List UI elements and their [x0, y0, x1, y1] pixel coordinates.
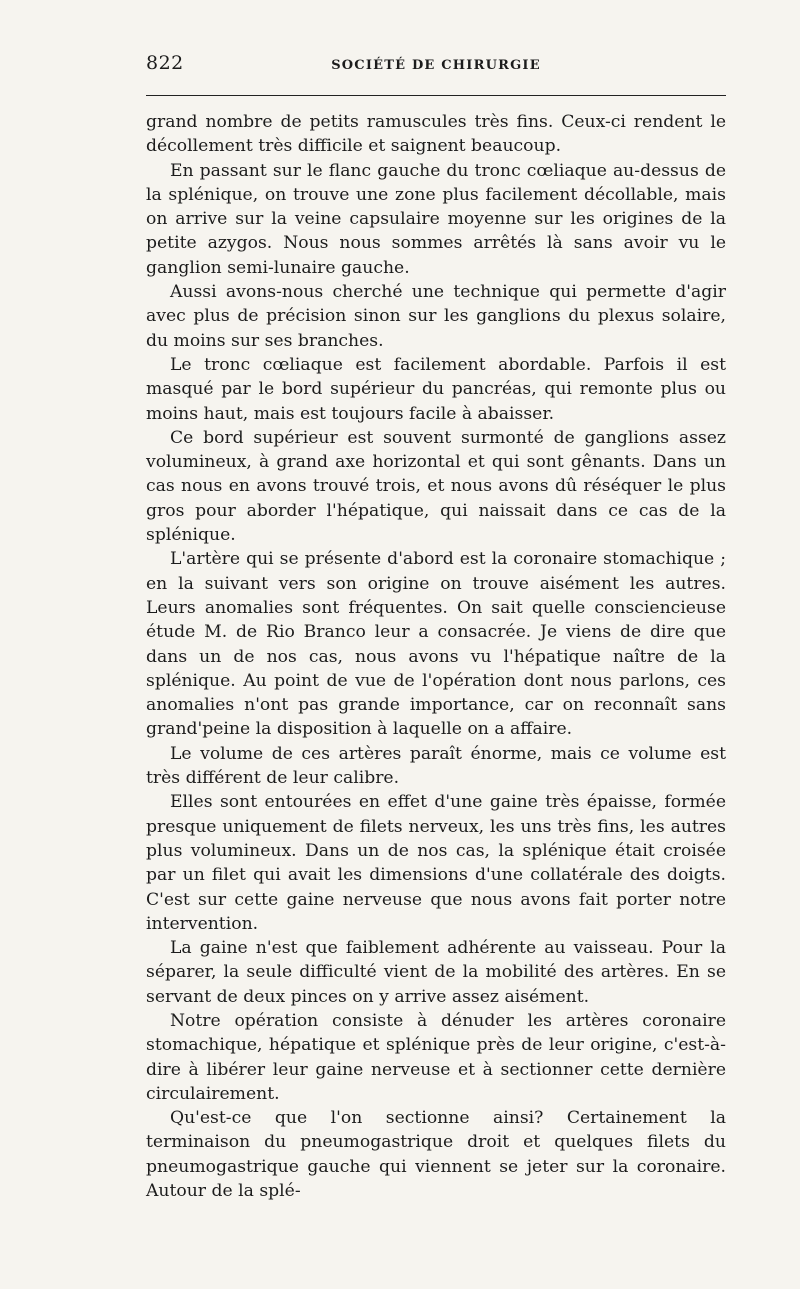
paragraph: Qu'est-ce que l'on sectionne ainsi? Certainement la terminaison du pneumogastrique droit et quelques filets du pneumogastrique gauche qui viennent se jeter sur la coronaire. Autour de la splé- — [146, 1108, 726, 1202]
paragraph: Aussi avons-nous cherché une technique qui permette d'agir avec plus de précision sinon sur les ganglions du plexus solaire, du moins sur ses branches. — [146, 282, 726, 351]
paragraph: Le volume de ces artères paraît énorme, mais ce volume est très différent de leur calibre. — [146, 743, 726, 789]
paragraph: L'artère qui se présente d'abord est la coronaire stomachique ; en la suivant vers son origine on trouve aisément les autres. Leurs anomalies sont fréquentes. On sait quelle consciencieuse étude M. de Rio Branco leur a consacrée. Je viens de dire que dans un de nos cas, nous avons vu l'hépatique naître de la splénique. Au point de vue de l'opération dont nous parlons, ces anomalies n'ont pas grande importance, car on reconnaît sans grand'peine la disposition à laquelle on a affaire. — [146, 549, 726, 740]
header-rule — [146, 95, 726, 96]
paragraph: En passant sur le flanc gauche du tronc cœliaque au-dessus de la splénique, on trouve une zone plus facilement décollable, mais on arrive sur la veine capsulaire moyenne sur les origines de la petite azygos. Nous nous sommes arrêtés là sans avoir vu le ganglion semi-lunaire gauche. — [146, 160, 726, 278]
paragraph: grand nombre de petits ramuscules très fins. Ceux-ci rendent le décollement très difficile et saignent beaucoup. — [146, 112, 726, 157]
paragraph: Le tronc cœliaque est facilement abordable. Parfois il est masqué par le bord supérieur du pancréas, qui remonte plus ou moins haut, mais est toujours facile à abaisser. — [146, 354, 726, 424]
running-head: SOCIÉTÉ DE CHIRURGIE — [331, 58, 541, 73]
paragraph: Ce bord supérieur est souvent surmonté de ganglions assez volumineux, à grand axe horizontal et qui sont gênants. Dans un cas nous en avons trouvé trois, et nous avons dû réséquer le plus gros pour aborder l'hépatique, qui naissait dans ce cas de la splénique. — [146, 427, 726, 546]
page-header — [146, 52, 726, 82]
body-text — [146, 110, 726, 1203]
paragraph: Elles sont entourées en effet d'une gaine très épaisse, formée presque uniquement de filets nerveux, les uns très fins, les autres plus volumineux. Dans un de nos cas, la splénique était croisée par un filet qui avait les dimensions d'une collatérale des doigts. C'est sur cette gaine nerveuse que nous avons fait porter notre intervention. — [146, 792, 726, 934]
paragraph: La gaine n'est que faiblement adhérente au vaisseau. Pour la séparer, la seule difficulté vient de la mobilité des artères. En se servant de deux pinces on y arrive assez aisément. — [146, 938, 726, 1007]
page-number: 822 — [146, 52, 184, 74]
paragraph: Notre opération consiste à dénuder les artères coronaire stomachique, hépatique et splénique près de leur origine, c'est-à-dire à libérer leur gaine nerveuse et à sectionner cette dernière circulairement. — [146, 1010, 726, 1104]
